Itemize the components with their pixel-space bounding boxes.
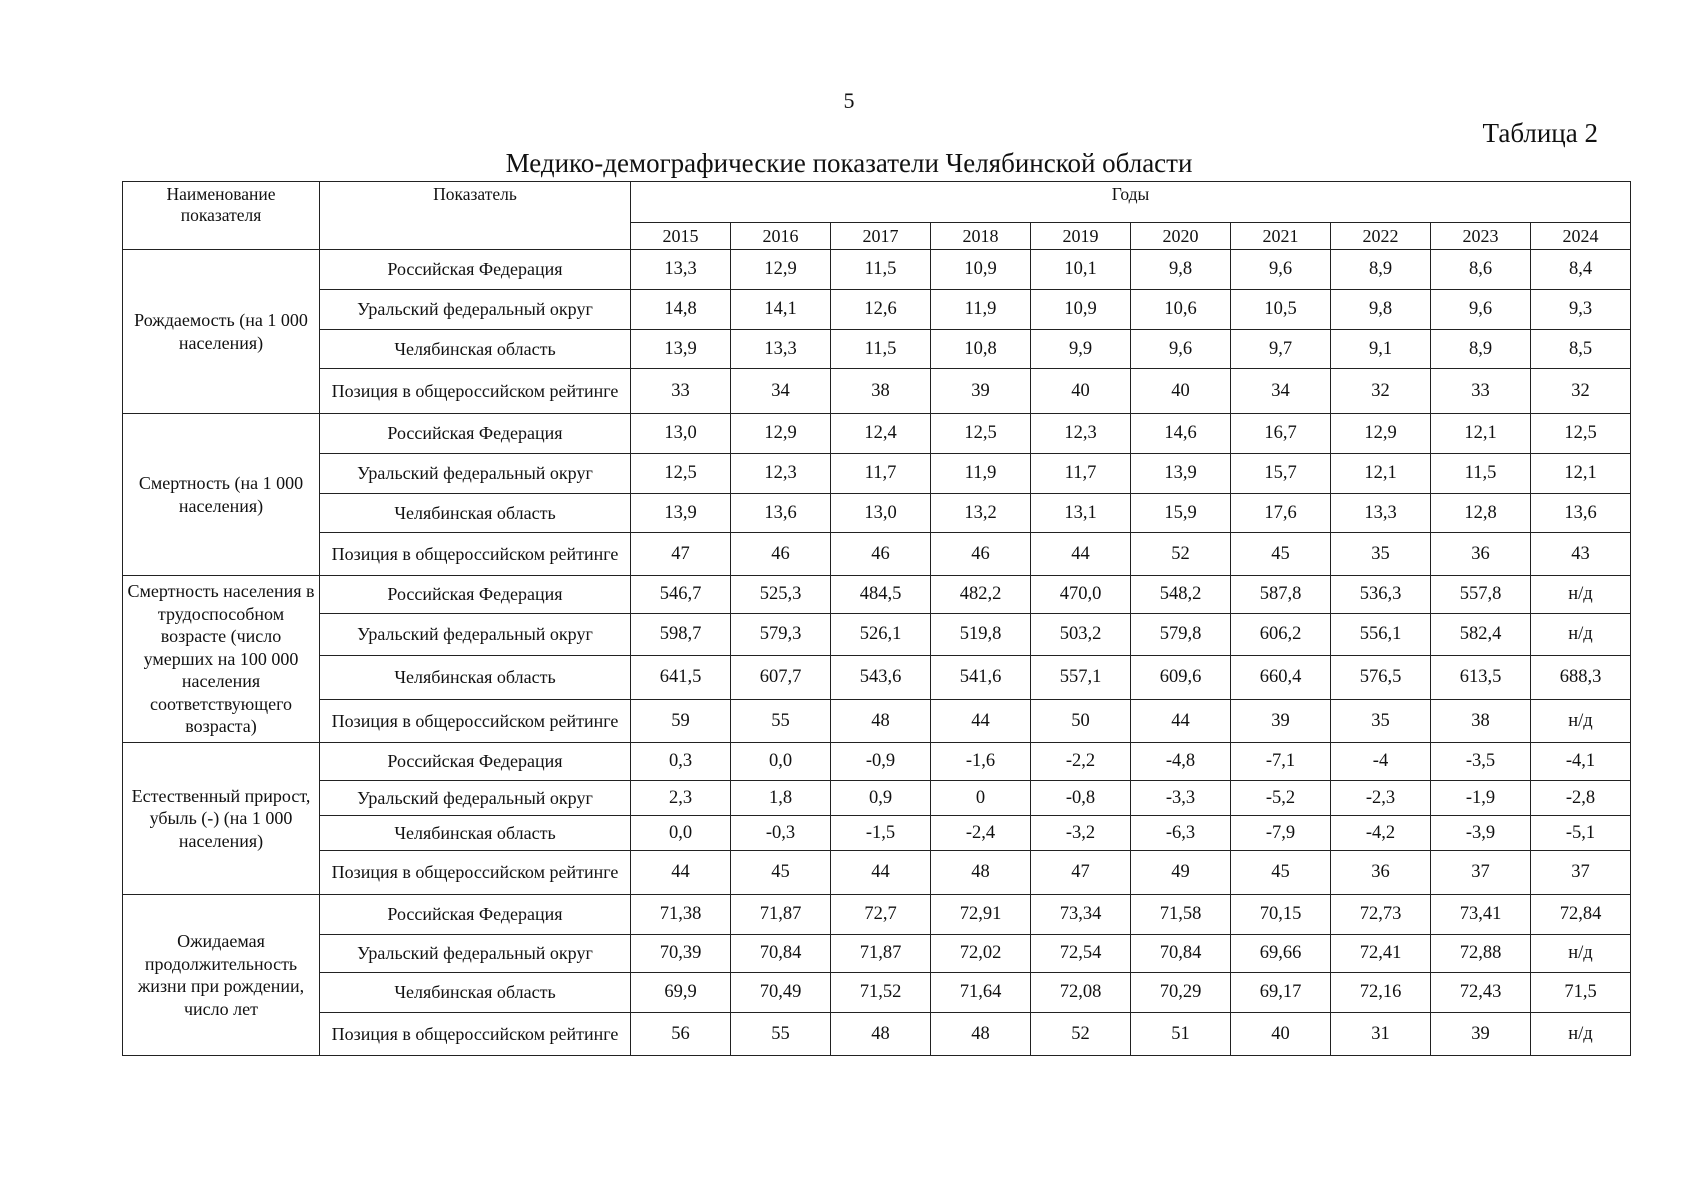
value-cell: 69,66 xyxy=(1231,935,1331,973)
value-cell: 48 xyxy=(931,1013,1031,1056)
value-cell: 70,39 xyxy=(631,935,731,973)
value-cell: 56 xyxy=(631,1013,731,1056)
table-row xyxy=(123,700,1631,743)
value-cell: 9,6 xyxy=(1131,330,1231,369)
value-cell: 72,84 xyxy=(1531,895,1631,935)
value-cell: 59 xyxy=(631,700,731,743)
table-row xyxy=(123,1013,1631,1056)
value-cell: 71,5 xyxy=(1531,973,1631,1013)
value-cell: 12,9 xyxy=(1331,414,1431,454)
table-label: Таблица 2 xyxy=(1482,118,1598,148)
value-cell: 0,0 xyxy=(731,743,831,781)
value-cell: 587,8 xyxy=(1231,576,1331,614)
group-name: Смертность населения в трудоспособном возрасте (число умерших на 100 000 населения соответствующего возраста) xyxy=(123,576,320,743)
value-cell: 73,41 xyxy=(1431,895,1531,935)
value-cell: 36 xyxy=(1431,533,1531,576)
table-row xyxy=(123,494,1631,533)
value-cell: 70,15 xyxy=(1231,895,1331,935)
value-cell: 33 xyxy=(1431,369,1531,414)
value-cell: 12,5 xyxy=(631,454,731,494)
value-cell: 10,8 xyxy=(931,330,1031,369)
header-indicator: Показатель xyxy=(320,182,631,250)
value-cell: 579,8 xyxy=(1131,614,1231,656)
value-cell: 55 xyxy=(731,700,831,743)
table-row xyxy=(123,895,1631,935)
value-cell: 72,16 xyxy=(1331,973,1431,1013)
value-cell: -5,1 xyxy=(1531,816,1631,851)
value-cell: 503,2 xyxy=(1031,614,1131,656)
value-cell: 9,8 xyxy=(1131,250,1231,290)
value-cell: 13,9 xyxy=(631,494,731,533)
value-cell: 17,6 xyxy=(1231,494,1331,533)
value-cell: -5,2 xyxy=(1231,781,1331,816)
value-cell: 13,6 xyxy=(731,494,831,533)
indicator-label: Челябинская область xyxy=(320,494,631,533)
value-cell: 34 xyxy=(731,369,831,414)
value-cell: 556,1 xyxy=(1331,614,1431,656)
value-cell: 15,9 xyxy=(1131,494,1231,533)
value-cell: 12,5 xyxy=(931,414,1031,454)
value-cell: 15,7 xyxy=(1231,454,1331,494)
value-cell: 13,9 xyxy=(631,330,731,369)
group-name: Рождаемость (на 1 000 населения) xyxy=(123,250,320,414)
value-cell: 1,8 xyxy=(731,781,831,816)
value-cell: 69,9 xyxy=(631,973,731,1013)
indicator-label: Позиция в общероссийском рейтинге xyxy=(320,533,631,576)
value-cell: 11,5 xyxy=(1431,454,1531,494)
indicator-label: Позиция в общероссийском рейтинге xyxy=(320,369,631,414)
value-cell: 16,7 xyxy=(1231,414,1331,454)
table-row xyxy=(123,781,1631,816)
value-cell: 50 xyxy=(1031,700,1131,743)
value-cell: 40 xyxy=(1031,369,1131,414)
value-cell: 70,49 xyxy=(731,973,831,1013)
value-cell: 12,1 xyxy=(1531,454,1631,494)
value-cell: 519,8 xyxy=(931,614,1031,656)
table-row xyxy=(123,414,1631,454)
value-cell: 51 xyxy=(1131,1013,1231,1056)
value-cell: 45 xyxy=(731,851,831,895)
value-cell: -0,3 xyxy=(731,816,831,851)
value-cell: -4,8 xyxy=(1131,743,1231,781)
table-row xyxy=(123,454,1631,494)
value-cell: 576,5 xyxy=(1331,656,1431,700)
value-cell: н/д xyxy=(1531,1013,1631,1056)
value-cell: 12,5 xyxy=(1531,414,1631,454)
value-cell: 579,3 xyxy=(731,614,831,656)
value-cell: 70,84 xyxy=(1131,935,1231,973)
value-cell: 10,6 xyxy=(1131,290,1231,330)
table-row xyxy=(123,330,1631,369)
table-row xyxy=(123,250,1631,290)
value-cell: -2,4 xyxy=(931,816,1031,851)
document-title: Медико-демографические показатели Челябинской области xyxy=(505,148,1193,178)
value-cell: 70,84 xyxy=(731,935,831,973)
indicator-label: Уральский федеральный округ xyxy=(320,935,631,973)
value-cell: 10,5 xyxy=(1231,290,1331,330)
value-cell: 8,9 xyxy=(1431,330,1531,369)
value-cell: 8,5 xyxy=(1531,330,1631,369)
value-cell: 44 xyxy=(1131,700,1231,743)
value-cell: 0,9 xyxy=(831,781,931,816)
indicator-label: Уральский федеральный округ xyxy=(320,614,631,656)
value-cell: 13,3 xyxy=(731,330,831,369)
indicator-label: Позиция в общероссийском рейтинге xyxy=(320,700,631,743)
value-cell: 13,2 xyxy=(931,494,1031,533)
value-cell: 12,9 xyxy=(731,250,831,290)
value-cell: -1,5 xyxy=(831,816,931,851)
value-cell: 32 xyxy=(1331,369,1431,414)
value-cell: 10,1 xyxy=(1031,250,1131,290)
value-cell: 44 xyxy=(631,851,731,895)
table-row xyxy=(123,973,1631,1013)
table-row xyxy=(123,576,1631,614)
value-cell: 12,3 xyxy=(1031,414,1131,454)
value-cell: 14,6 xyxy=(1131,414,1231,454)
value-cell: -2,8 xyxy=(1531,781,1631,816)
value-cell: -7,9 xyxy=(1231,816,1331,851)
value-cell: 48 xyxy=(831,1013,931,1056)
value-cell: 31 xyxy=(1331,1013,1431,1056)
value-cell: 536,3 xyxy=(1331,576,1431,614)
value-cell: 12,9 xyxy=(731,414,831,454)
value-cell: 9,8 xyxy=(1331,290,1431,330)
value-cell: -4,2 xyxy=(1331,816,1431,851)
value-cell: 641,5 xyxy=(631,656,731,700)
value-cell: -0,8 xyxy=(1031,781,1131,816)
value-cell: -4 xyxy=(1331,743,1431,781)
value-cell: -1,6 xyxy=(931,743,1031,781)
value-cell: 541,6 xyxy=(931,656,1031,700)
table-header xyxy=(123,182,1631,250)
value-cell: н/д xyxy=(1531,700,1631,743)
indicator-label: Уральский федеральный округ xyxy=(320,454,631,494)
value-cell: 72,08 xyxy=(1031,973,1131,1013)
value-cell: 45 xyxy=(1231,851,1331,895)
table-row xyxy=(123,935,1631,973)
value-cell: 38 xyxy=(831,369,931,414)
group-name: Ожидаемая продолжительность жизни при рождении, число лет xyxy=(123,895,320,1056)
value-cell: -4,1 xyxy=(1531,743,1631,781)
indicator-label: Российская Федерация xyxy=(320,576,631,614)
year-header-2023: 2023 xyxy=(1431,223,1531,250)
value-cell: 40 xyxy=(1231,1013,1331,1056)
group-name: Естественный прирост, убыль (-) (на 1 000 населения) xyxy=(123,743,320,895)
value-cell: 9,3 xyxy=(1531,290,1631,330)
value-cell: 484,5 xyxy=(831,576,931,614)
value-cell: 609,6 xyxy=(1131,656,1231,700)
value-cell: 13,3 xyxy=(1331,494,1431,533)
value-cell: н/д xyxy=(1531,614,1631,656)
value-cell: 36 xyxy=(1331,851,1431,895)
value-cell: 37 xyxy=(1431,851,1531,895)
value-cell: 557,8 xyxy=(1431,576,1531,614)
value-cell: 43 xyxy=(1531,533,1631,576)
value-cell: 35 xyxy=(1331,533,1431,576)
year-header-2020: 2020 xyxy=(1131,223,1231,250)
table-row xyxy=(123,743,1631,781)
group-name: Смертность (на 1 000 населения) xyxy=(123,414,320,576)
value-cell: 14,8 xyxy=(631,290,731,330)
value-cell: 13,0 xyxy=(631,414,731,454)
value-cell: 598,7 xyxy=(631,614,731,656)
value-cell: 71,64 xyxy=(931,973,1031,1013)
value-cell: 72,43 xyxy=(1431,973,1531,1013)
value-cell: 11,9 xyxy=(931,454,1031,494)
value-cell: 39 xyxy=(931,369,1031,414)
table-row xyxy=(123,369,1631,414)
value-cell: 37 xyxy=(1531,851,1631,895)
value-cell: 12,1 xyxy=(1331,454,1431,494)
value-cell: 0,0 xyxy=(631,816,731,851)
value-cell: 69,17 xyxy=(1231,973,1331,1013)
value-cell: 72,41 xyxy=(1331,935,1431,973)
value-cell: 9,6 xyxy=(1231,250,1331,290)
value-cell: 32 xyxy=(1531,369,1631,414)
value-cell: 33 xyxy=(631,369,731,414)
value-cell: 9,7 xyxy=(1231,330,1331,369)
year-header-2015: 2015 xyxy=(631,223,731,250)
value-cell: 606,2 xyxy=(1231,614,1331,656)
value-cell: 71,87 xyxy=(731,895,831,935)
value-cell: 13,1 xyxy=(1031,494,1131,533)
value-cell: 11,9 xyxy=(931,290,1031,330)
indicator-label: Челябинская область xyxy=(320,816,631,851)
indicator-label: Челябинская область xyxy=(320,656,631,700)
value-cell: 44 xyxy=(831,851,931,895)
value-cell: 14,1 xyxy=(731,290,831,330)
value-cell: н/д xyxy=(1531,576,1631,614)
value-cell: 9,9 xyxy=(1031,330,1131,369)
value-cell: -7,1 xyxy=(1231,743,1331,781)
value-cell: 48 xyxy=(931,851,1031,895)
value-cell: 38 xyxy=(1431,700,1531,743)
value-cell: 13,0 xyxy=(831,494,931,533)
value-cell: 72,88 xyxy=(1431,935,1531,973)
value-cell: 10,9 xyxy=(931,250,1031,290)
value-cell: 11,7 xyxy=(831,454,931,494)
indicator-label: Челябинская область xyxy=(320,330,631,369)
value-cell: -3,9 xyxy=(1431,816,1531,851)
value-cell: 9,1 xyxy=(1331,330,1431,369)
indicator-label: Уральский федеральный округ xyxy=(320,781,631,816)
table-row xyxy=(123,533,1631,576)
table-body xyxy=(123,250,1631,1056)
value-cell: 2,3 xyxy=(631,781,731,816)
value-cell: 9,6 xyxy=(1431,290,1531,330)
value-cell: 72,73 xyxy=(1331,895,1431,935)
value-cell: -6,3 xyxy=(1131,816,1231,851)
value-cell: 10,9 xyxy=(1031,290,1131,330)
value-cell: -3,3 xyxy=(1131,781,1231,816)
indicator-label: Челябинская область xyxy=(320,973,631,1013)
value-cell: 34 xyxy=(1231,369,1331,414)
year-header-2017: 2017 xyxy=(831,223,931,250)
value-cell: 71,52 xyxy=(831,973,931,1013)
value-cell: 526,1 xyxy=(831,614,931,656)
value-cell: 71,38 xyxy=(631,895,731,935)
value-cell: 46 xyxy=(931,533,1031,576)
value-cell: 482,2 xyxy=(931,576,1031,614)
header-years: Годы xyxy=(631,182,1631,223)
value-cell: 46 xyxy=(731,533,831,576)
value-cell: 11,5 xyxy=(831,330,931,369)
table-row xyxy=(123,656,1631,700)
value-cell: 548,2 xyxy=(1131,576,1231,614)
value-cell: 45 xyxy=(1231,533,1331,576)
value-cell: -3,2 xyxy=(1031,816,1131,851)
value-cell: 39 xyxy=(1431,1013,1531,1056)
header-name: Наименование показателя xyxy=(123,182,320,250)
value-cell: 39 xyxy=(1231,700,1331,743)
value-cell: 12,6 xyxy=(831,290,931,330)
value-cell: 44 xyxy=(1031,533,1131,576)
value-cell: 72,91 xyxy=(931,895,1031,935)
indicator-label: Уральский федеральный округ xyxy=(320,290,631,330)
year-header-2018: 2018 xyxy=(931,223,1031,250)
value-cell: 13,3 xyxy=(631,250,731,290)
value-cell: 47 xyxy=(631,533,731,576)
indicator-label: Позиция в общероссийском рейтинге xyxy=(320,851,631,895)
demographics-table xyxy=(122,181,1631,1056)
value-cell: 613,5 xyxy=(1431,656,1531,700)
value-cell: 8,4 xyxy=(1531,250,1631,290)
value-cell: 12,3 xyxy=(731,454,831,494)
value-cell: 52 xyxy=(1031,1013,1131,1056)
value-cell: -2,2 xyxy=(1031,743,1131,781)
value-cell: 607,7 xyxy=(731,656,831,700)
value-cell: 71,87 xyxy=(831,935,931,973)
table-row xyxy=(123,851,1631,895)
year-header-2024: 2024 xyxy=(1531,223,1631,250)
indicator-label: Позиция в общероссийском рейтинге xyxy=(320,1013,631,1056)
value-cell: 71,58 xyxy=(1131,895,1231,935)
value-cell: н/д xyxy=(1531,935,1631,973)
indicator-label: Российская Федерация xyxy=(320,895,631,935)
value-cell: 8,6 xyxy=(1431,250,1531,290)
table-row xyxy=(123,816,1631,851)
value-cell: -0,9 xyxy=(831,743,931,781)
value-cell: 70,29 xyxy=(1131,973,1231,1013)
page-number: 5 xyxy=(843,88,855,113)
value-cell: 72,7 xyxy=(831,895,931,935)
value-cell: 12,8 xyxy=(1431,494,1531,533)
value-cell: 12,4 xyxy=(831,414,931,454)
value-cell: 48 xyxy=(831,700,931,743)
value-cell: -3,5 xyxy=(1431,743,1531,781)
value-cell: 55 xyxy=(731,1013,831,1056)
value-cell: 49 xyxy=(1131,851,1231,895)
value-cell: 470,0 xyxy=(1031,576,1131,614)
value-cell: 11,5 xyxy=(831,250,931,290)
value-cell: 543,6 xyxy=(831,656,931,700)
value-cell: 557,1 xyxy=(1031,656,1131,700)
value-cell: 72,02 xyxy=(931,935,1031,973)
value-cell: 44 xyxy=(931,700,1031,743)
year-header-2022: 2022 xyxy=(1331,223,1431,250)
indicator-label: Российская Федерация xyxy=(320,414,631,454)
value-cell: -2,3 xyxy=(1331,781,1431,816)
value-cell: 12,1 xyxy=(1431,414,1531,454)
value-cell: 660,4 xyxy=(1231,656,1331,700)
table-row xyxy=(123,290,1631,330)
value-cell: 582,4 xyxy=(1431,614,1531,656)
value-cell: 0,3 xyxy=(631,743,731,781)
value-cell: 13,9 xyxy=(1131,454,1231,494)
value-cell: 11,7 xyxy=(1031,454,1131,494)
value-cell: -1,9 xyxy=(1431,781,1531,816)
value-cell: 47 xyxy=(1031,851,1131,895)
value-cell: 13,6 xyxy=(1531,494,1631,533)
indicator-label: Российская Федерация xyxy=(320,743,631,781)
value-cell: 40 xyxy=(1131,369,1231,414)
value-cell: 688,3 xyxy=(1531,656,1631,700)
value-cell: 525,3 xyxy=(731,576,831,614)
value-cell: 35 xyxy=(1331,700,1431,743)
value-cell: 46 xyxy=(831,533,931,576)
value-cell: 73,34 xyxy=(1031,895,1131,935)
year-header-2021: 2021 xyxy=(1231,223,1331,250)
value-cell: 546,7 xyxy=(631,576,731,614)
value-cell: 8,9 xyxy=(1331,250,1431,290)
indicator-label: Российская Федерация xyxy=(320,250,631,290)
year-header-2019: 2019 xyxy=(1031,223,1131,250)
table-row xyxy=(123,614,1631,656)
value-cell: 0 xyxy=(931,781,1031,816)
value-cell: 52 xyxy=(1131,533,1231,576)
value-cell: 72,54 xyxy=(1031,935,1131,973)
year-header-2016: 2016 xyxy=(731,223,831,250)
